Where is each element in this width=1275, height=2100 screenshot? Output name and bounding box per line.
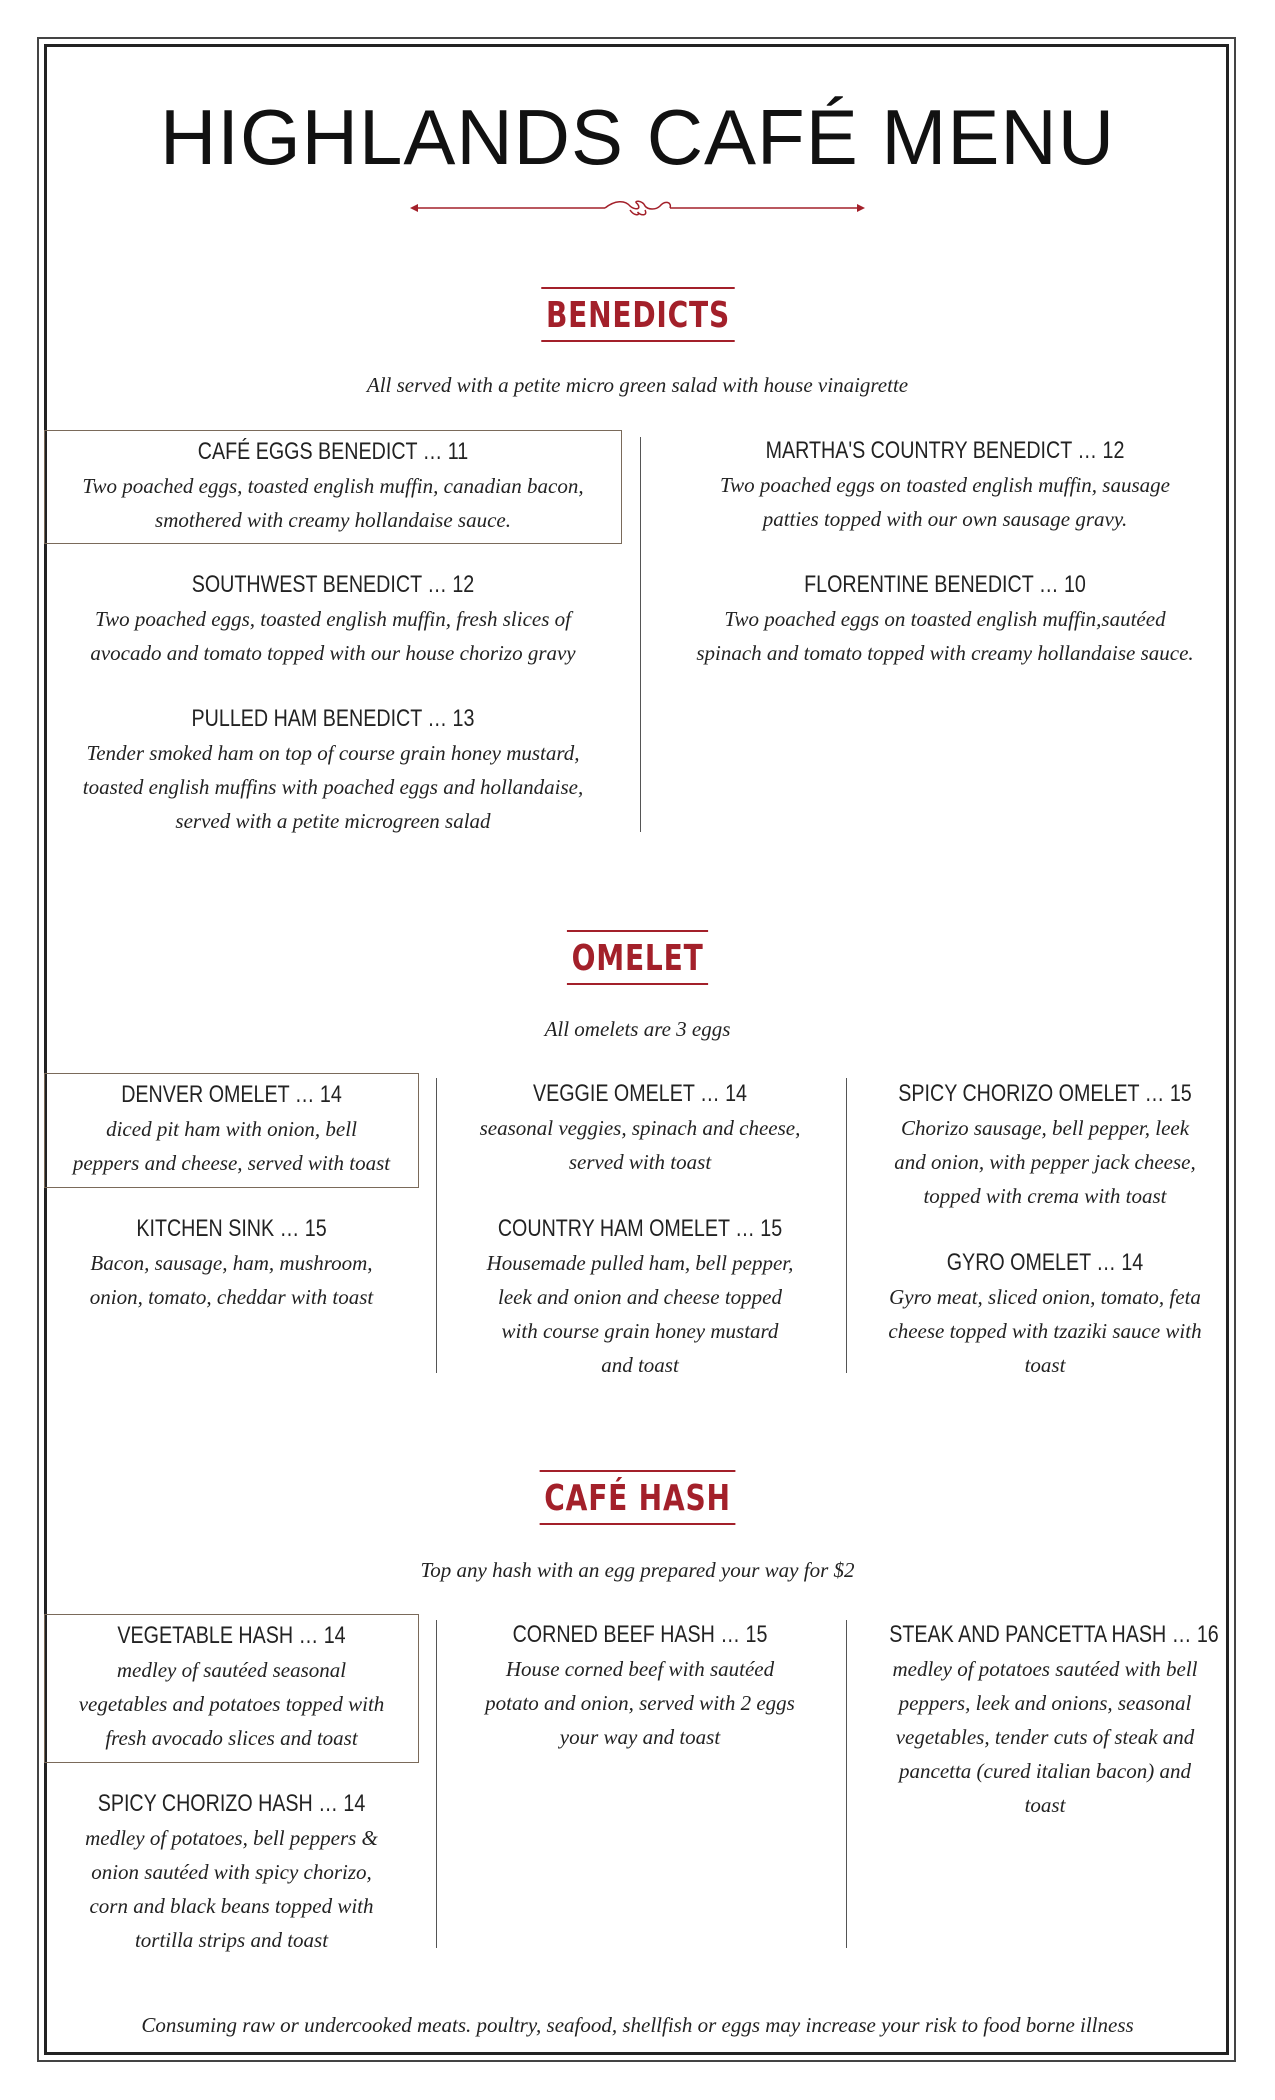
- item-description: served with toast: [568, 1150, 712, 1174]
- item-description: onion, tomato, cheddar with toast: [89, 1285, 374, 1309]
- item-description: topped with crema with toast: [923, 1184, 1167, 1208]
- item-description: seasonal veggies, spinach and cheese,: [479, 1116, 801, 1140]
- item-description: peppers and cheese, served with toast: [72, 1151, 391, 1175]
- item-description: onion sautéed with spicy chorizo,: [91, 1860, 372, 1884]
- item-name: KITCHEN SINK … 15: [136, 1215, 327, 1242]
- item-description: leek and onion and cheese topped: [498, 1285, 782, 1309]
- ornament-divider-icon: [410, 196, 865, 220]
- item-description: medley of potatoes, bell peppers &: [85, 1826, 378, 1850]
- column-divider: [436, 1078, 437, 1373]
- item-name: GYRO OMELET … 14: [946, 1249, 1144, 1276]
- item-description: Tender smoked ham on top of course grain honey mustard,: [86, 741, 580, 765]
- menu-item: [448, 1212, 832, 1382]
- item-description: Two poached eggs on toasted english muffin, sausage: [720, 473, 1170, 497]
- menu-item: [44, 1787, 419, 1957]
- column-divider: [846, 1620, 847, 1948]
- column-divider: [846, 1078, 847, 1373]
- item-description: your way and toast: [559, 1725, 721, 1749]
- item-description: pancetta (cured italian bacon) and: [899, 1759, 1191, 1783]
- hash-heading: CAFÉ HASH: [0, 1470, 1275, 1525]
- item-description: House corned beef with sautéed: [505, 1657, 775, 1681]
- menu-item: [44, 702, 622, 838]
- item-description: toast: [1024, 1353, 1066, 1377]
- menu-item: [855, 1246, 1235, 1382]
- item-description: vegetables and potatoes topped with: [78, 1692, 385, 1716]
- menu-item: [660, 434, 1230, 536]
- item-description: smothered with creamy hollandaise sauce.: [155, 508, 511, 532]
- benedicts-heading: BENEDICTS: [0, 287, 1275, 342]
- item-name: SPICY CHORIZO OMELET … 15: [898, 1080, 1192, 1107]
- menu-item: [448, 1077, 832, 1179]
- item-description: served with a petite microgreen salad: [175, 809, 491, 833]
- item-description: patties topped with our own sausage gravy.: [762, 507, 1128, 531]
- item-description: Gyro meat, sliced onion, tomato, feta: [889, 1285, 1201, 1309]
- item-description: cheese topped with tzaziki sauce with: [888, 1319, 1202, 1343]
- item-name: PULLED HAM BENEDICT … 13: [191, 705, 475, 732]
- benedicts-subtitle: All served with a petite micro green salad with house vinaigrette: [366, 373, 909, 397]
- item-description: toast: [1024, 1793, 1066, 1817]
- item-name: SOUTHWEST BENEDICT … 12: [191, 571, 475, 598]
- item-name: MARTHA'S COUNTRY BENEDICT … 12: [765, 437, 1125, 464]
- item-description: and onion, with pepper jack cheese,: [894, 1150, 1196, 1174]
- menu-title: HIGHLANDS CAFÉ MENU: [159, 93, 1116, 181]
- item-name: CORNED BEEF HASH … 15: [512, 1621, 768, 1648]
- item-description: medley of potatoes sautéed with bell: [892, 1657, 1198, 1681]
- food-safety-disclaimer: Consuming raw or undercooked meats. poultry, seafood, shellfish or eggs may increase your risk to food borne illness: [141, 2013, 1134, 2037]
- item-name: CAFÉ EGGS BENEDICT … 11: [197, 438, 469, 465]
- menu-item: [44, 1212, 419, 1314]
- item-description: vegetables, tender cuts of steak and: [895, 1725, 1195, 1749]
- menu-item: [448, 1618, 832, 1754]
- item-description: Housemade pulled ham, bell pepper,: [486, 1251, 794, 1275]
- item-description: tortilla strips and toast: [134, 1928, 329, 1952]
- item-description: medley of sautéed seasonal: [116, 1658, 347, 1682]
- item-name: COUNTRY HAM OMELET … 15: [497, 1215, 783, 1242]
- omelet-subtitle: All omelets are 3 eggs: [544, 1017, 731, 1041]
- item-description: avocado and tomato topped with our house chorizo gravy: [90, 641, 576, 665]
- item-description: corn and black beans topped with: [89, 1894, 374, 1918]
- item-name: STEAK AND PANCETTA HASH … 16: [889, 1621, 1219, 1648]
- item-description: peppers, leek and onions, seasonal: [898, 1691, 1192, 1715]
- item-description: diced pit ham with onion, bell: [106, 1117, 357, 1141]
- menu-item: [660, 568, 1230, 670]
- item-description: fresh avocado slices and toast: [105, 1726, 358, 1750]
- item-name: SPICY CHORIZO HASH … 14: [97, 1790, 366, 1817]
- menu-item: [855, 1618, 1235, 1822]
- item-description: Two poached eggs, toasted english muffin, fresh slices of: [95, 607, 571, 631]
- item-description: Bacon, sausage, ham, mushroom,: [90, 1251, 373, 1275]
- column-divider: [640, 437, 641, 832]
- item-name: VEGETABLE HASH … 14: [117, 1622, 346, 1649]
- menu-item: [44, 1073, 419, 1188]
- item-name: DENVER OMELET … 14: [121, 1081, 342, 1108]
- item-description: spinach and tomato topped with creamy hollandaise sauce.: [696, 641, 1194, 665]
- item-description: with course grain honey mustard: [501, 1319, 779, 1343]
- omelet-heading: OMELET: [0, 930, 1275, 985]
- item-description: Two poached eggs, toasted english muffin, canadian bacon,: [82, 474, 584, 498]
- column-divider: [436, 1620, 437, 1948]
- item-name: VEGGIE OMELET … 14: [532, 1080, 747, 1107]
- menu-item: [44, 430, 622, 544]
- item-name: FLORENTINE BENEDICT … 10: [804, 571, 1086, 598]
- item-description: toasted english muffins with poached eggs and hollandaise,: [82, 775, 584, 799]
- menu-item: [44, 1614, 419, 1763]
- item-description: Two poached eggs on toasted english muffin,sautéed: [724, 607, 1166, 631]
- item-description: and toast: [601, 1353, 679, 1377]
- item-description: potato and onion, served with 2 eggs: [485, 1691, 795, 1715]
- item-description: Chorizo sausage, bell pepper, leek: [900, 1116, 1190, 1140]
- hash-subtitle: Top any hash with an egg prepared your way for $2: [420, 1558, 855, 1582]
- menu-item: [855, 1077, 1235, 1213]
- menu-item: [44, 568, 622, 670]
